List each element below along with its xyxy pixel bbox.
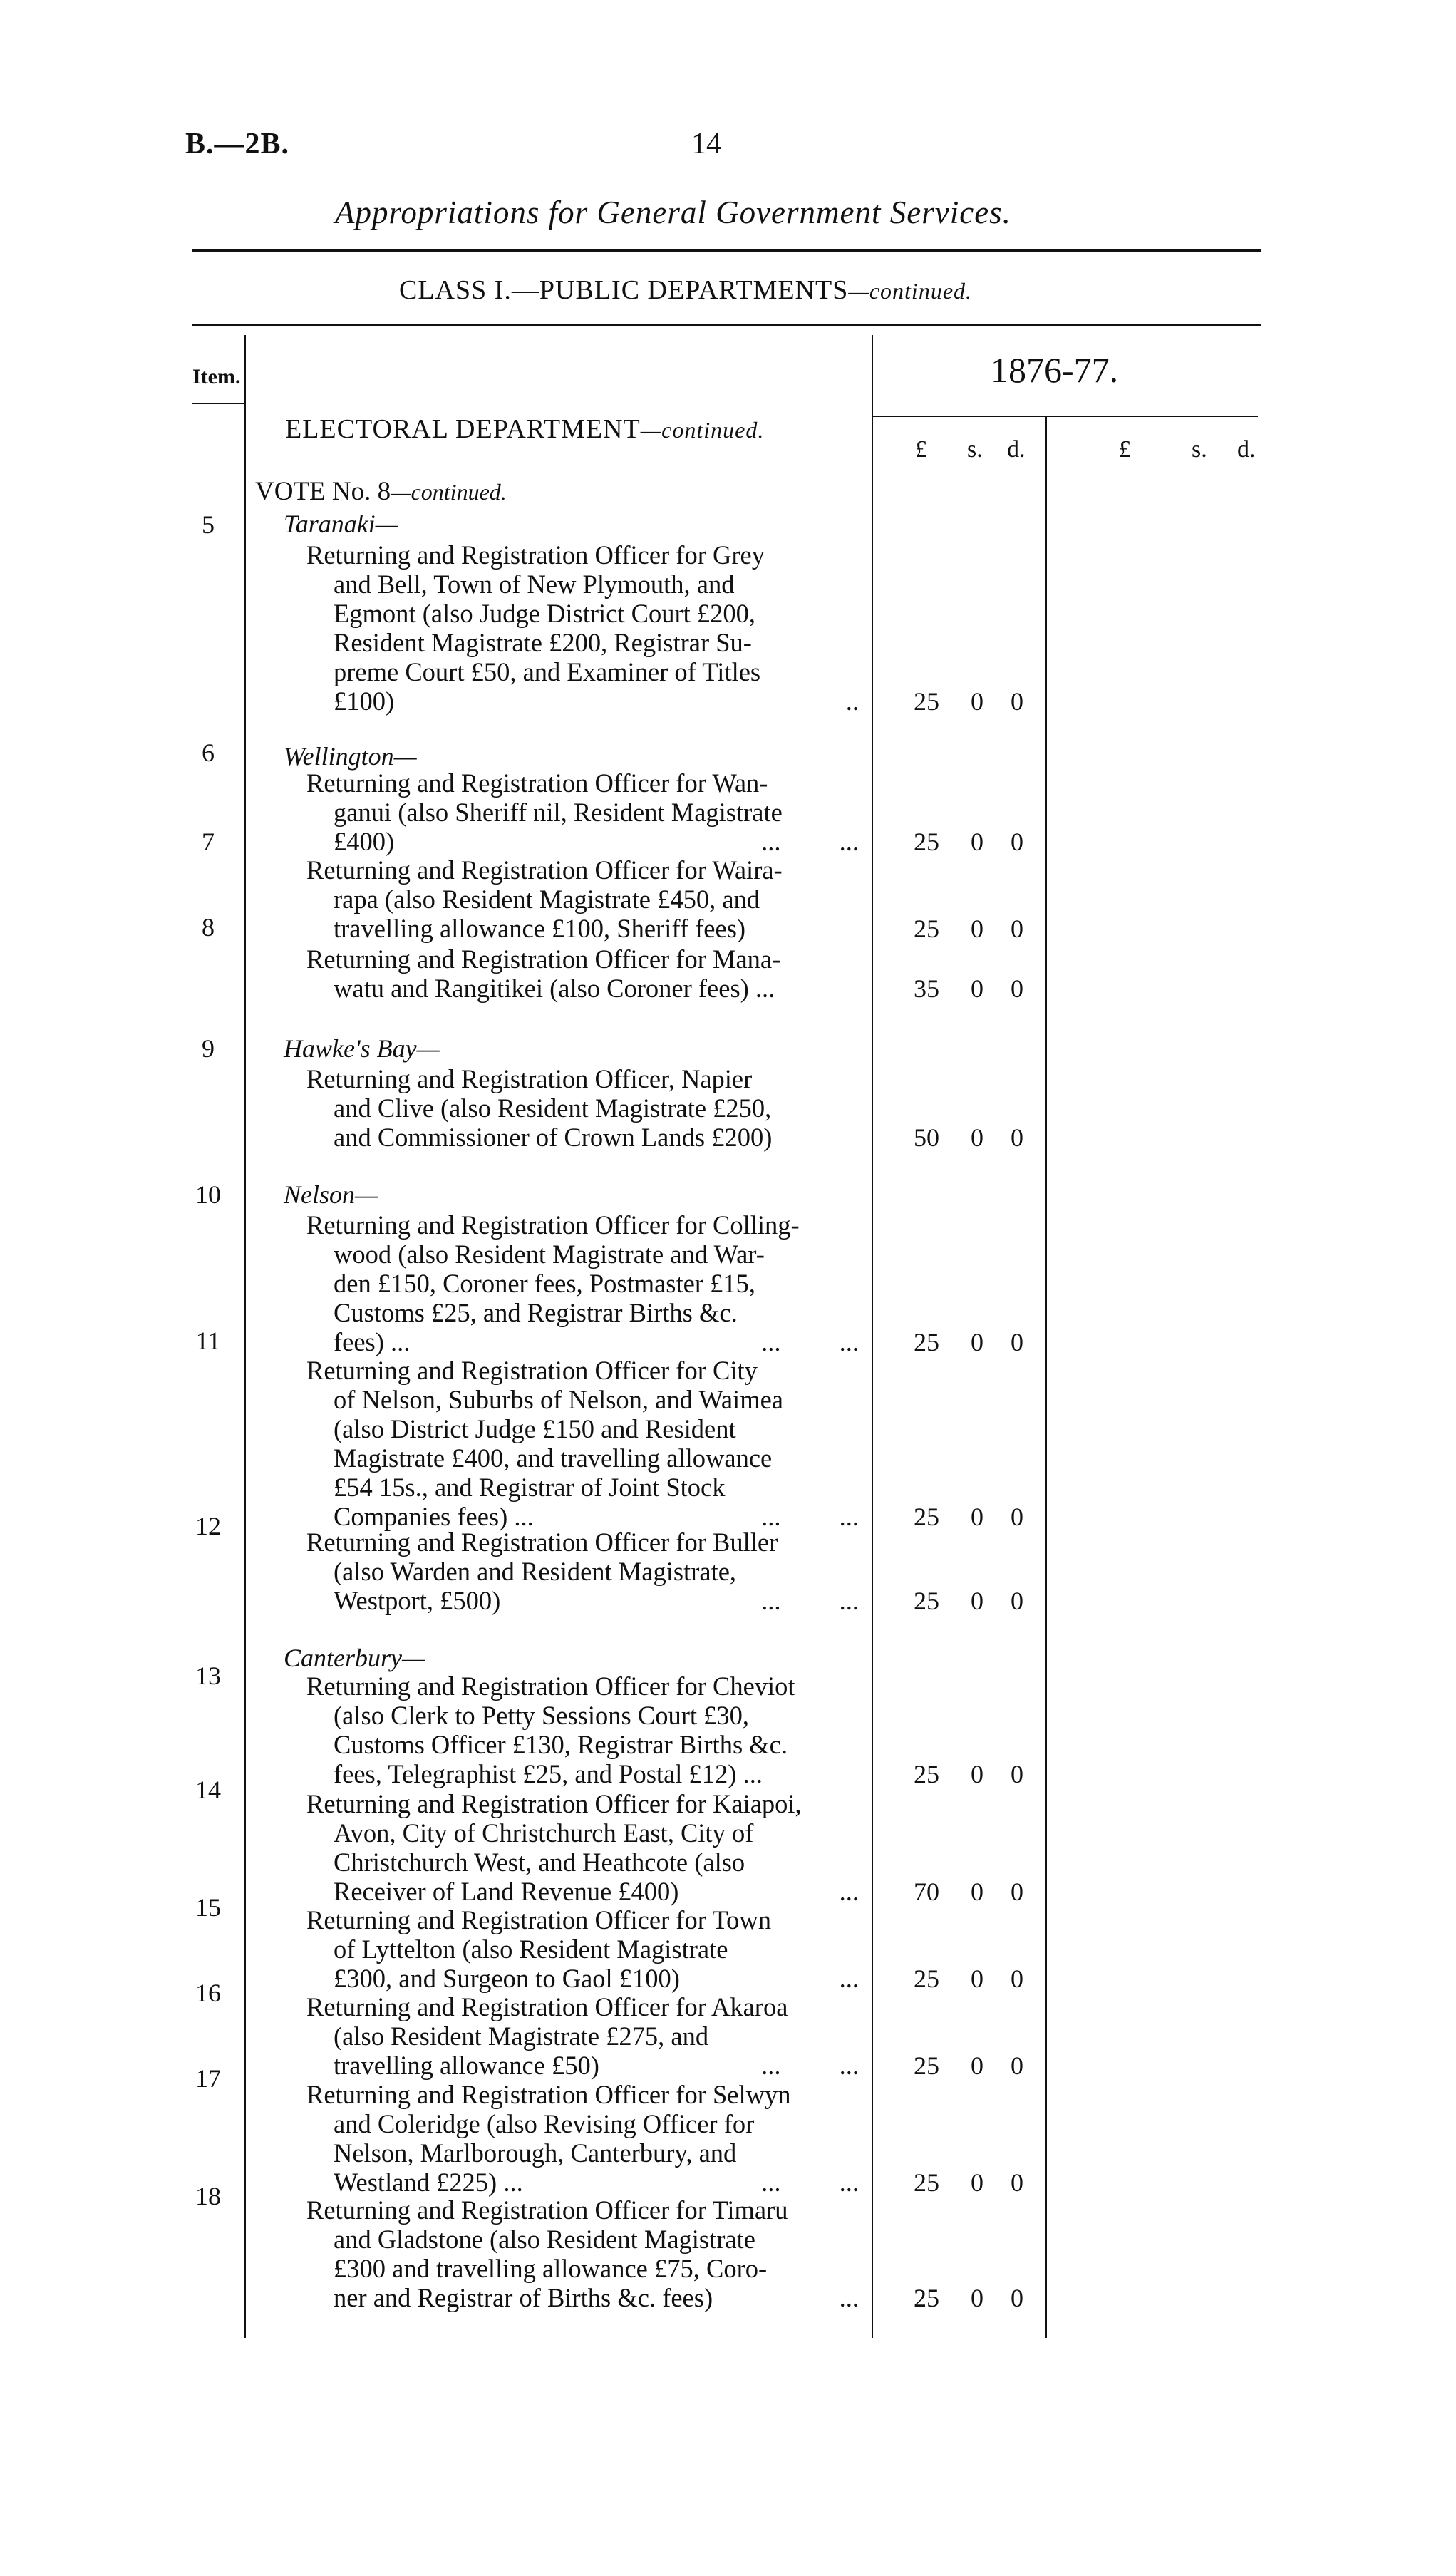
item-description	[306, 1789, 859, 1906]
item-column-header: Item.	[192, 365, 241, 388]
description-line: Resident Magistrate £200, Registrar Su-	[334, 628, 752, 657]
amount-pounds: 50	[914, 1123, 939, 1152]
pence-header: d.	[1007, 436, 1026, 463]
fiscal-year: 1876-77.	[991, 350, 1119, 390]
description-line: Returning and Registration Officer, Napier	[306, 1064, 753, 1093]
amount-pounds: 25	[914, 2284, 939, 2312]
leader-dots: ... ...	[761, 827, 859, 856]
amount-pence: 0	[1011, 1503, 1023, 1531]
vote-label: VOTE No. 8	[255, 477, 391, 506]
item-description	[306, 540, 859, 716]
description-line: Returning and Registration Officer for Selwyn	[306, 2080, 791, 2109]
item-number: 10	[195, 1180, 221, 1209]
region-nelson: Nelson—	[284, 1180, 378, 1209]
description-line: (also Clerk to Petty Sessions Court £30,	[334, 1701, 749, 1730]
leader-dots: ...	[839, 1964, 859, 1993]
item-number: 5	[202, 510, 215, 539]
region-hawkes-bay: Hawke's Bay—	[284, 1034, 440, 1063]
description-line: watu and Rangitikei (also Coroner fees) ...	[334, 974, 775, 1003]
description-line: Egmont (also Judge District Court £200,	[334, 599, 756, 628]
amount-pence: 0	[1011, 1328, 1023, 1356]
vote-suffix: —continued.	[391, 479, 507, 505]
description-line: Returning and Registration Officer for Town	[306, 1905, 771, 1934]
description-line: Receiver of Land Revenue £400) ...	[334, 1877, 859, 1906]
region-taranaki: Taranaki—	[284, 510, 398, 538]
item-number: 6	[202, 738, 215, 767]
shillings-header: s.	[967, 436, 983, 463]
amount-pounds: 25	[914, 2168, 939, 2197]
description-line: £100) ..	[334, 686, 859, 716]
amount-pence: 0	[1011, 1587, 1023, 1615]
leader-dots: ... ...	[761, 2051, 859, 2080]
item-description	[306, 855, 859, 943]
description-line: Westport, £500) ... ...	[334, 1586, 859, 1615]
item-description	[306, 1210, 859, 1356]
section-title-suffix: —continued.	[640, 417, 765, 443]
description-line: and Commissioner of Crown Lands £200)	[334, 1123, 773, 1152]
item-number: 16	[195, 1979, 221, 2007]
description-line: Returning and Registration Officer for Wan-	[306, 768, 768, 798]
pounds-header-2: £	[1119, 436, 1131, 463]
item-column-rule	[244, 335, 246, 2338]
leader-dots: ...	[839, 2283, 859, 2312]
section-title	[285, 413, 764, 445]
item-description	[306, 2080, 859, 2197]
item-description	[306, 1905, 859, 1993]
item-number: 7	[202, 828, 215, 856]
item-number: 8	[202, 913, 215, 942]
description-line: of Nelson, Suburbs of Nelson, and Waimea	[334, 1385, 783, 1414]
description-line: Customs Officer £130, Registrar Births &c.	[334, 1730, 788, 1759]
description-line: Returning and Registration Officer for City	[306, 1356, 758, 1385]
amount-pence: 0	[1011, 915, 1023, 943]
description-line: Avon, City of Christchurch East, City of	[334, 1818, 754, 1848]
description-line: travelling allowance £100, Sheriff fees)	[334, 914, 746, 943]
leader-dots: ...	[839, 1877, 859, 1906]
description-line: of Lyttelton (also Resident Magistrate	[334, 1934, 728, 1964]
leader-dots: ... ...	[761, 1502, 859, 1531]
amount-pounds: 35	[914, 974, 939, 1003]
amount-shillings: 0	[971, 2168, 983, 2197]
description-line: wood (also Resident Magistrate and War-	[334, 1240, 765, 1269]
item-description	[306, 944, 859, 1003]
description-line: Nelson, Marlborough, Canterbury, and	[334, 2138, 737, 2168]
item-number: 14	[195, 1776, 221, 1804]
year-underline	[873, 416, 1258, 417]
description-line: (also Resident Magistrate £275, and	[334, 2021, 709, 2051]
item-description	[306, 768, 859, 856]
class-heading-main: CLASS I.—PUBLIC DEPARTMENTS	[399, 275, 849, 305]
vote-heading	[255, 476, 507, 507]
description-line: Returning and Registration Officer for Waira-	[306, 855, 783, 885]
document-code: B.—2B.	[185, 128, 290, 160]
amount-shillings: 0	[971, 2284, 983, 2312]
amount-pounds: 25	[914, 828, 939, 856]
amount-pounds: 25	[914, 687, 939, 716]
item-description	[306, 1671, 859, 1788]
item-number: 9	[202, 1034, 215, 1063]
description-line: Returning and Registration Officer for Mana-	[306, 944, 781, 974]
description-line: £300 and travelling allowance £75, Coro-	[334, 2254, 768, 2283]
pounds-header: £	[915, 436, 927, 463]
amount-shillings: 0	[971, 1877, 983, 1906]
description-line: £54 15s., and Registrar of Joint Stock	[334, 1473, 726, 1502]
pence-header-2: d.	[1237, 436, 1256, 463]
amount-pence: 0	[1011, 2284, 1023, 2312]
item-number: 12	[195, 1512, 221, 1540]
amount-pounds: 25	[914, 1587, 939, 1615]
page-number: 14	[691, 128, 721, 160]
class-heading-suffix: —continued.	[848, 278, 973, 304]
item-description	[306, 1064, 859, 1152]
amount-shillings: 0	[971, 1760, 983, 1788]
description-line: Magistrate £400, and travelling allowance	[334, 1443, 773, 1473]
amount-shillings: 0	[971, 915, 983, 943]
amount-pounds: 25	[914, 1760, 939, 1788]
description-line: travelling allowance £50) ... ...	[334, 2051, 859, 2080]
table-top-rule	[192, 324, 1261, 326]
description-line: (also District Judge £150 and Resident	[334, 1414, 736, 1443]
amount-pence: 0	[1011, 1964, 1023, 1993]
amount-pounds: 25	[914, 1328, 939, 1356]
amount-pence: 0	[1011, 1123, 1023, 1152]
amount-pence: 0	[1011, 974, 1023, 1003]
description-line: Christchurch West, and Heathcote (also	[334, 1848, 745, 1877]
description-line: (also Warden and Resident Magistrate,	[334, 1557, 737, 1586]
region-wellington: Wellington—	[284, 742, 417, 771]
amount-pence: 0	[1011, 2168, 1023, 2197]
leader-dots: ..	[845, 686, 859, 716]
item-number: 18	[195, 2182, 221, 2210]
amount-shillings: 0	[971, 828, 983, 856]
description-line: Returning and Registration Officer for Buller	[306, 1527, 778, 1557]
amount-pounds: 25	[914, 1964, 939, 1993]
description-line: and Gladstone (also Resident Magistrate	[334, 2225, 755, 2254]
description-line: Customs £25, and Registrar Births &c.	[334, 1298, 738, 1327]
amount-shillings: 0	[971, 1964, 983, 1993]
leader-dots: ... ...	[761, 1586, 859, 1615]
description-line: Companies fees) ... ... ...	[334, 1502, 859, 1531]
amount-shillings: 0	[971, 1328, 983, 1356]
description-line: rapa (also Resident Magistrate £450, and	[334, 885, 760, 914]
amount-shillings: 0	[971, 2051, 983, 2080]
item-description	[306, 1527, 859, 1615]
amount-shillings: 0	[971, 1123, 983, 1152]
description-line: fees) ... ... ...	[334, 1327, 859, 1356]
leader-dots: ... ...	[761, 2168, 859, 2197]
amount-pence: 0	[1011, 687, 1023, 716]
amount-pence: 0	[1011, 2051, 1023, 2080]
amount-pounds: 70	[914, 1877, 939, 1906]
amount-shillings: 0	[971, 974, 983, 1003]
class-heading	[399, 274, 972, 306]
item-header-rule	[192, 403, 246, 404]
description-line: Returning and Registration Officer for Timaru	[306, 2195, 788, 2225]
description-line: ner and Registrar of Births &c. fees) ...	[334, 2283, 859, 2312]
description-line: Returning and Registration Officer for Cheviot	[306, 1671, 795, 1701]
amount-shillings: 0	[971, 1503, 983, 1531]
amount-pence: 0	[1011, 1877, 1023, 1906]
region-canterbury: Canterbury—	[284, 1644, 425, 1672]
description-line: Returning and Registration Officer for Akaroa	[306, 1992, 788, 2021]
description-line: preme Court £50, and Examiner of Titles	[334, 657, 761, 686]
pence-column-tick	[1045, 584, 1047, 627]
item-description	[306, 1356, 859, 1531]
item-number: 13	[195, 1661, 221, 1690]
leader-dots: ... ...	[761, 1327, 859, 1356]
shillings-header-2: s.	[1192, 436, 1207, 463]
item-number: 11	[195, 1326, 221, 1355]
item-description	[306, 2195, 859, 2312]
description-line: £400) ... ...	[334, 827, 859, 856]
item-number: 17	[195, 2064, 221, 2093]
description-line: fees, Telegraphist £25, and Postal £12) ...	[334, 1759, 763, 1788]
amount-pounds: 25	[914, 915, 939, 943]
description-line: and Clive (also Resident Magistrate £250,	[334, 1093, 772, 1123]
page-subtitle: Appropriations for General Government Services.	[335, 195, 1011, 230]
description-line: £300, and Surgeon to Gaol £100) ...	[334, 1964, 859, 1993]
amount-pence: 0	[1011, 1760, 1023, 1788]
top-rule	[192, 249, 1261, 252]
amount-pounds: 25	[914, 1503, 939, 1531]
description-line: Returning and Registration Officer for Grey	[306, 540, 765, 570]
description-line: and Coleridge (also Revising Officer for	[334, 2109, 755, 2138]
description-line: Westland £225) ... ... ...	[334, 2168, 859, 2197]
description-line: and Bell, Town of New Plymouth, and	[334, 570, 735, 599]
section-title-main: ELECTORAL DEPARTMENT	[285, 414, 641, 444]
item-number: 15	[195, 1893, 221, 1922]
description-column-rule	[872, 335, 873, 2338]
amount-shillings: 0	[971, 687, 983, 716]
description-line: den £150, Coroner fees, Postmaster £15,	[334, 1269, 756, 1298]
amount-column-rule	[1045, 417, 1047, 2338]
description-line: Returning and Registration Officer for Kaiapoi,	[306, 1789, 802, 1818]
amount-shillings: 0	[971, 1587, 983, 1615]
amount-pounds: 25	[914, 2051, 939, 2080]
description-line: Returning and Registration Officer for Colling-	[306, 1210, 800, 1240]
item-description	[306, 1992, 859, 2080]
description-line: ganui (also Sheriff nil, Resident Magistrate	[334, 798, 783, 827]
amount-pence: 0	[1011, 828, 1023, 856]
